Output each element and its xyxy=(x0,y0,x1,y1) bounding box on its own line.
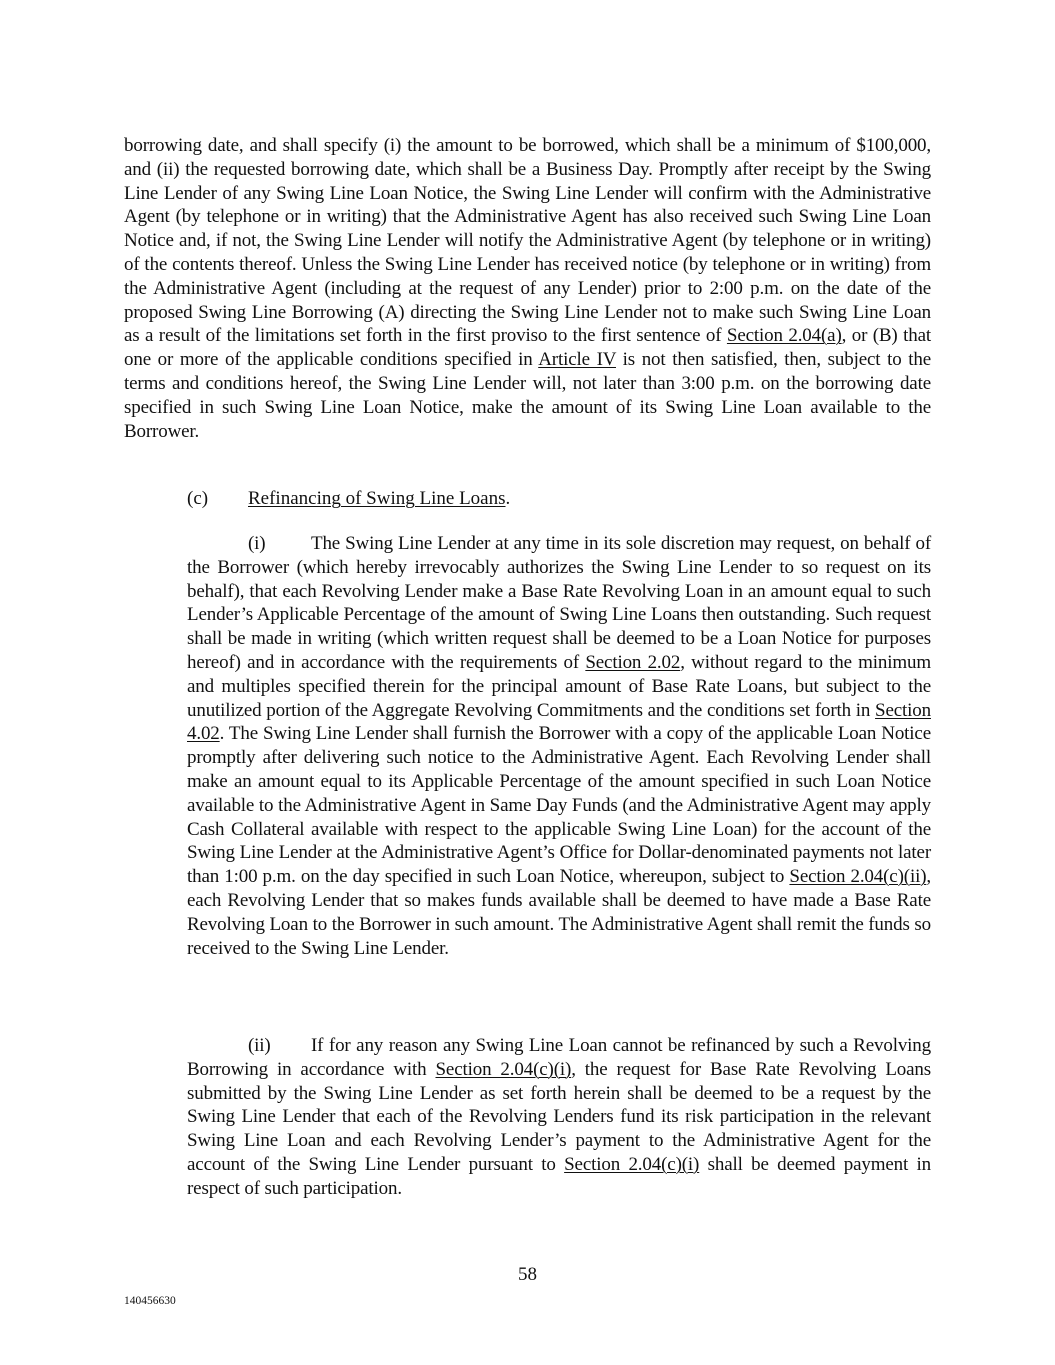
paragraph-text: shall be deemed payment in respect of such participation. xyxy=(187,1153,932,1199)
section-reference-2-04-a: Section 2.04(a) xyxy=(726,325,842,347)
subsection-label: (i) xyxy=(248,533,266,554)
subsection-ii xyxy=(187,1034,931,1201)
section-reference-2-02: Section 2.02 xyxy=(585,651,681,673)
subsection-label: (ii) xyxy=(248,1035,271,1056)
paragraph-text: , or (B) that one or more of the applicable conditions specified in xyxy=(124,325,931,371)
section-heading-c xyxy=(187,487,510,511)
paragraph-text: is not then satisfied, then, subject to the terms and conditions hereof, the Swing Line Lender will, not later than 3:00 p.m. on the borrowing date specified in such Swing Line Loan Notice, make the amount of its Swing Line Loan available to the Borrower. xyxy=(124,349,931,442)
subsection-i xyxy=(187,532,931,960)
paragraph-text: borrowing date, and shall specify (i) the amount to be borrowed, which shall be a minimum of $100,000, and (ii) the requested borrowing date, which shall be a Business Day. Promptly after receipt by the Swing Line Lender of any Swing Line Loan Notice, the Swing Line Lender will confirm with the Administrative Agent (by telephone or in writing) that the Administrative Agent has also received such Swing Line Loan Notice and, if not, the Swing Line Lender will notify the Administrative Agent (by telephone or in writing) of the contents thereof. Unless the Swing Line Lender has received notice (by telephone or in writing) from the Administrative Agent (including at the request of any Lender) prior to 2:00 p.m. on the date of the proposed Swing Line Borrowing (A) directing the Swing Line Lender not to make such Swing Line Loan as a result of the limitations set forth in the first proviso to the first sentence of xyxy=(124,135,931,347)
section-label: (c) xyxy=(187,488,209,509)
page-number: 58 xyxy=(518,1264,537,1285)
section-title: Refinancing of Swing Line Loans xyxy=(248,488,506,509)
paragraph-text: , without regard to the minimum and multiples specified therein for the principal amount of Base Rate Loans, but subject to the unutilized portion of the Aggregate Revolving Commitments and the conditions set forth in xyxy=(187,651,931,721)
document-id: 140456630 xyxy=(124,1295,176,1307)
section-title-suffix: . xyxy=(505,488,511,509)
paragraph-text: , the request for Base Rate Revolving Loans submitted by the Swing Line Lender as set forth herein shall be deemed to be a request by the Swing Line Lender that each of the Revolving Lenders fund its risk participation in the relevant Swing Line Loan and each Revolving Lender’s payment to the Administrative Agent for the account of the Swing Line Lender pursuant to xyxy=(187,1058,932,1175)
section-reference-2-04-c-i: Section 2.04(c)(i) xyxy=(564,1153,700,1175)
paragraph-swing-line-notice xyxy=(124,134,931,443)
section-reference-2-04-c-ii: Section 2.04(c)(ii) xyxy=(789,866,927,888)
section-reference-2-04-c-i: Section 2.04(c)(i) xyxy=(435,1058,572,1080)
paragraph-text: If for any reason any Swing Line Loan cannot be refinanced by such a Revolving Borrowing in accordance with xyxy=(187,1035,931,1080)
paragraph-text: The Swing Line Lender at any time in its sole discretion may request, on behalf of the Borrower (which hereby irrevocably authorizes the Swing Line Lender to so request on its behalf), that each Revolving Lender make a Base Rate Revolving Loan in an amount equal to such Lender’s Applicable Percentage of the amount of Swing Line Loans then outstanding. Such request shall be made in writing (which written request shall be deemed to be a Loan Notice for purposes hereof) and in accordance with the requirements of xyxy=(187,533,931,673)
paragraph-text: . The Swing Line Lender shall furnish the Borrower with a copy of the applicable Loan Notice promptly after delivering such notice to the Administrative Agent. Each Revolving Lender shall make an amount equal to its Applicable Percentage of the amount specified in such Loan Notice available to the Administrative Agent in Same Day Funds (and the Administrative Agent may apply Cash Collateral available with respect to the applicable Swing Line Loan) for the account of the Swing Line Lender at the Administrative Agent’s Office for Dollar-denominated payments not later than 1:00 p.m. on the day specified in such Loan Notice, whereupon, subject to xyxy=(187,723,931,888)
article-reference-iv: Article IV xyxy=(538,349,616,371)
paragraph-text: , each Revolving Lender that so makes funds available shall be deemed to have made a Base Rate Revolving Loan to the Borrower in such amount. The Administrative Agent shall remit the funds so received to the Swing Line Lender. xyxy=(187,866,931,959)
section-reference-4-02: Section 4.02 xyxy=(187,699,931,745)
